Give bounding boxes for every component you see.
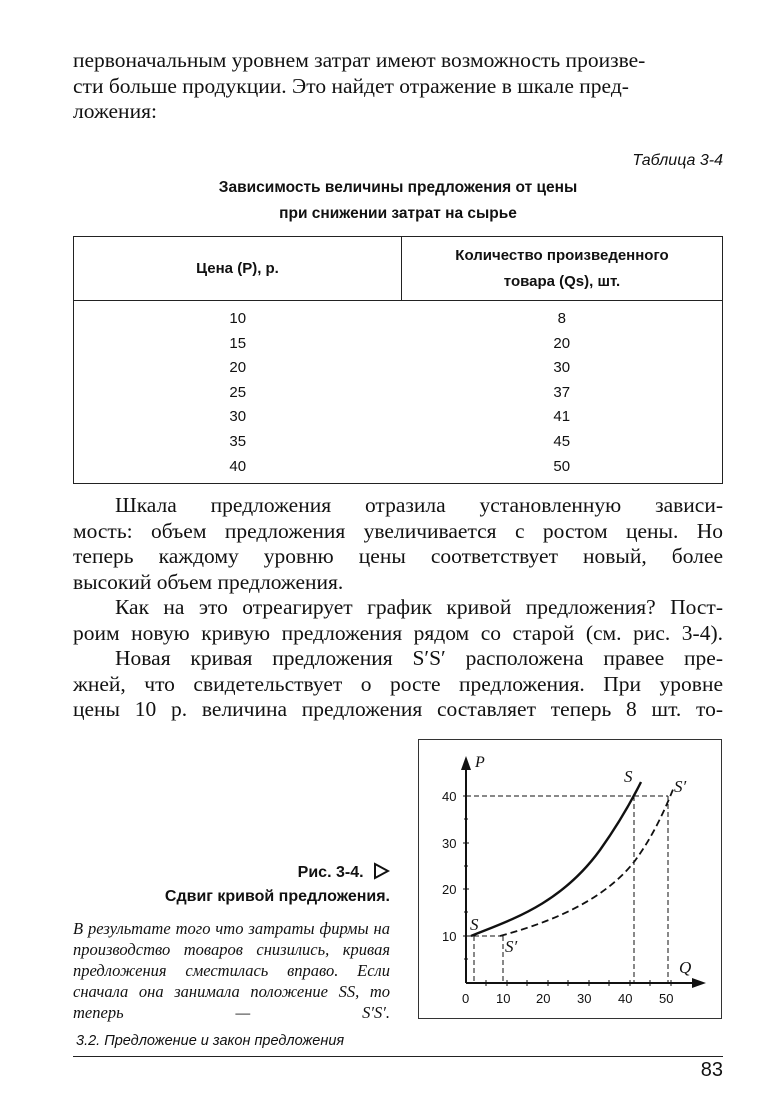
svg-text:10: 10 — [496, 991, 511, 1006]
svg-text:10: 10 — [442, 929, 457, 944]
svg-text:0: 0 — [462, 991, 470, 1006]
svg-text:40: 40 — [618, 991, 633, 1006]
x-axis-label: Q — [679, 958, 692, 977]
curve-label-s-bottom: S — [470, 915, 479, 934]
body-line: высокий объем предложения. — [73, 569, 344, 594]
body-line: Шкала предложения отразила установленную зависи- — [115, 493, 723, 517]
table-row — [74, 405, 723, 430]
curve-label-s-prime-bottom: S′ — [505, 937, 518, 956]
figure-caption — [73, 862, 390, 1022]
body-line: Новая кривая предложения S′S′ расположена правее пре- — [115, 646, 723, 670]
supply-table — [73, 236, 723, 484]
intro-line: первоначальным уровнем затрат имеют возможность произве- — [73, 48, 646, 72]
table-title-line: Зависимость величины предложения от цены — [218, 179, 578, 196]
cell-price: 15 — [229, 334, 247, 352]
svg-text:20: 20 — [536, 991, 551, 1006]
figure-number: Рис. 3-4. — [298, 862, 390, 882]
table-row — [74, 356, 723, 381]
paragraph-3 — [73, 646, 723, 723]
body-line: мость: объем предложения увеличивается с ростом цены. Но — [73, 518, 723, 543]
table-row — [74, 381, 723, 406]
body-line: теперь каждому уровню цены соответствует новый, более — [73, 544, 723, 568]
cell-price: 35 — [229, 432, 247, 450]
table-label: Таблица 3-4 — [632, 152, 723, 169]
cell-price: 25 — [229, 383, 247, 401]
cell-price: 30 — [229, 408, 247, 426]
table-header-row — [74, 237, 723, 301]
cell-price: 20 — [229, 359, 247, 377]
svg-text:30: 30 — [442, 836, 457, 851]
intro-paragraph — [73, 48, 723, 125]
curve-label-s-prime-top: S′ — [674, 777, 687, 796]
curve-label-s-top: S — [624, 767, 633, 786]
body-line: Как на это отреагирует график кривой предложения? Пост- — [115, 595, 723, 619]
running-footer: 3.2. Предложение и закон предложения — [76, 1033, 345, 1049]
header-price: Цена (P), р. — [74, 237, 402, 301]
body-line: цены 10 р. величина предложения составляет теперь 8 шт. то- — [73, 697, 723, 721]
table-row — [74, 455, 723, 484]
cell-quantity: 45 — [553, 432, 571, 450]
paragraph-2 — [73, 595, 723, 646]
table-row — [74, 301, 723, 332]
table-row — [74, 332, 723, 357]
y-axis-label: P — [475, 754, 485, 771]
cell-quantity: 50 — [553, 457, 571, 475]
cell-quantity: 8 — [557, 310, 566, 327]
cell-quantity: 20 — [553, 334, 571, 352]
cell-price: 10 — [229, 310, 247, 327]
svg-text:40: 40 — [442, 789, 457, 804]
figure-title: Сдвиг кривой предложения. — [164, 888, 390, 905]
cell-quantity: 30 — [553, 359, 571, 377]
intro-line: ложения: — [73, 99, 157, 123]
table-title-line: при снижении затрат на сырье — [279, 205, 517, 222]
figure-description: В результате того что затраты фирмы на производство товаров снизились, кривая предложения сместилась вправо. Если сначала она занимала положение SS, то теперь — S′S′. — [73, 919, 390, 1022]
table-row — [74, 430, 723, 455]
svg-text:30: 30 — [577, 991, 592, 1006]
triangle-right-icon — [372, 862, 390, 880]
body-line: роим новую кривую предложения рядом со старой (см. рис. 3-4). — [73, 620, 723, 645]
intro-line: сти больше продукции. Это найдет отражение в шкале пред- — [73, 73, 629, 98]
svg-text:20: 20 — [442, 882, 457, 897]
cell-quantity: 41 — [553, 408, 571, 426]
page-number: 83 — [700, 1059, 723, 1081]
cell-quantity: 37 — [553, 383, 571, 401]
cell-price: 40 — [229, 457, 247, 475]
svg-text:50: 50 — [659, 991, 674, 1006]
header-quantity: Количество произведенного товара (Qs), шт. — [402, 237, 723, 301]
footer-divider — [73, 1056, 723, 1057]
table-title — [73, 175, 723, 227]
figure-frame — [418, 739, 722, 1019]
paragraph-1 — [73, 493, 723, 595]
body-line: жней, что свидетельствует о росте предложения. При уровне — [73, 671, 723, 696]
